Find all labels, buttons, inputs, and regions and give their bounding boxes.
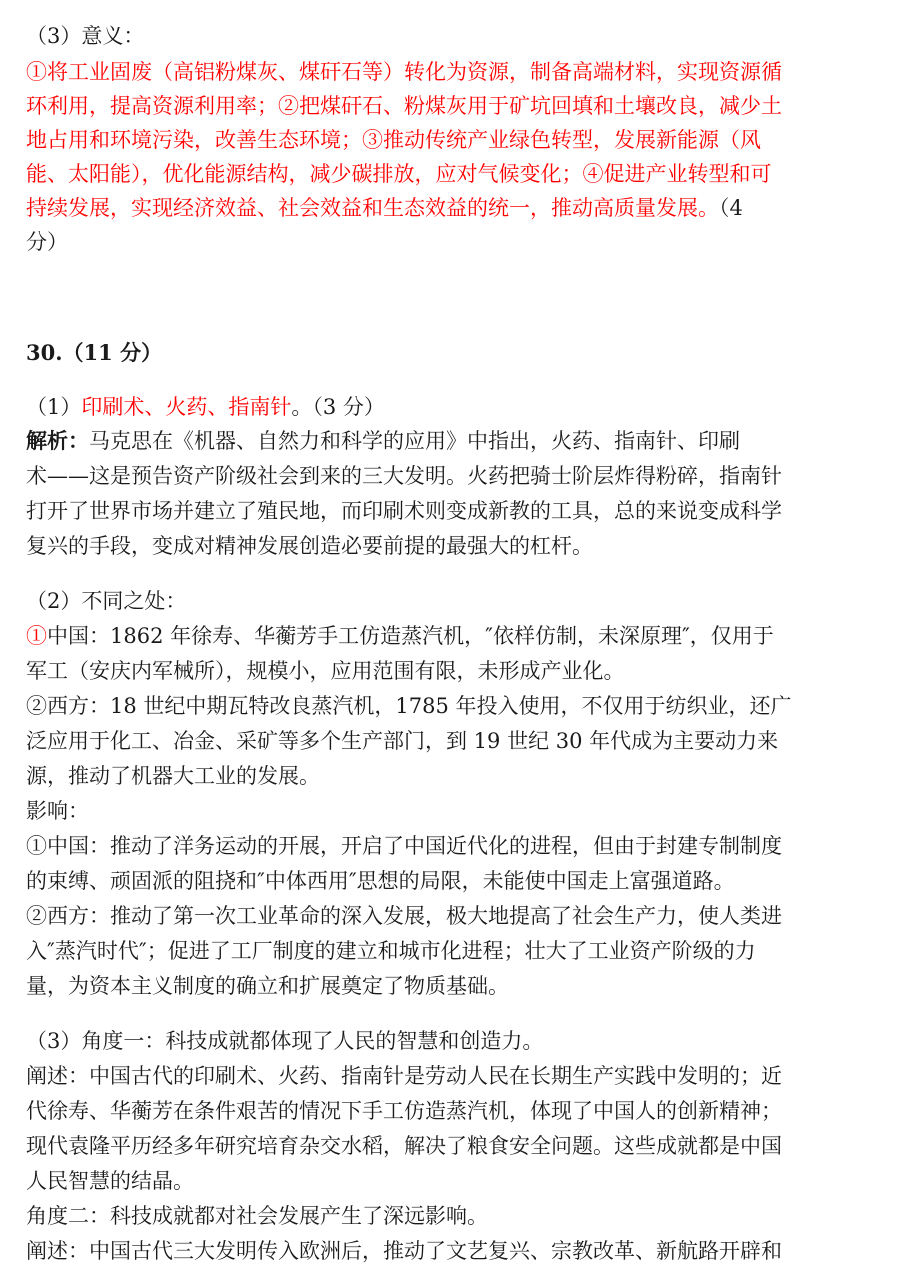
q30-part-1-prefix: （1） — [26, 395, 82, 419]
section-3-score: （4 — [719, 196, 743, 220]
q30-analysis-first-line — [26, 424, 876, 458]
q30-part-1-score: 。（3 分） — [291, 395, 385, 419]
section-3-body-line: 地占用和环境污染，改善生态环境；③推动传统产业绿色转型，发展新能源（风 — [26, 128, 761, 152]
q30-part-2-line: ②西方：18 世纪中期瓦特改良蒸汽机，1785 年投入使用，不仅用于纺织业，还广 — [26, 694, 792, 718]
section-3-body-line: 持续发展，实现经济效益、社会效益和生态效益的统一，推动高质量发展。 — [26, 196, 719, 220]
section-3-body-last — [26, 191, 876, 225]
q30-part-2-line: ①中国：推动了洋务运动的开展，开启了中国近代化的进程，但由于封建专制制度 — [26, 834, 782, 858]
question-30-heading: 30.（11 分） — [26, 340, 163, 365]
q30-part-1-answer: 印刷术、火药、指南针 — [81, 395, 292, 419]
section-3-body-line: 环利用，提高资源利用率；②把煤矸石、粉煤灰用于矿坑回填和土壤改良，减少土 — [26, 94, 782, 118]
q30-part-2-item-1 — [26, 619, 876, 653]
q30-analysis-line: 打开了世界市场并建立了殖民地，而印刷术则变成新教的工具，总的来说变成科学 — [26, 499, 782, 523]
section-3-heading: （3）意义： — [26, 24, 145, 48]
q30-part-2-item-1-marker: ① — [26, 624, 47, 648]
section-3-score-end: 分） — [26, 230, 68, 254]
q30-part-2-line: 入″蒸汽时代″；促进了工厂制度的建立和城市化进程；壮大了工业资产阶级的力 — [26, 939, 756, 963]
q30-part-3-line: 阐述：中国古代的印刷术、火药、指南针是劳动人民在长期生产实践中发明的；近 — [26, 1064, 782, 1088]
q30-part-2-line: 源，推动了机器大工业的发展。 — [26, 764, 320, 788]
q30-part-2-line: 泛应用于化工、冶金、采矿等多个生产部门，到 19 世纪 30 年代成为主要动力来 — [26, 729, 779, 753]
q30-part-2-item-1-text: 中国：1862 年徐寿、华蘅芳手工仿造蒸汽机，″依样仿制，未深原理″，仅用于 — [47, 624, 774, 648]
q30-part-3-line: 角度二：科技成就都对社会发展产生了深远影响。 — [26, 1204, 488, 1228]
q30-part-2-heading: （2）不同之处： — [26, 589, 187, 613]
q30-part-2-line: ②西方：推动了第一次工业革命的深入发展，极大地提高了社会生产力，使人类进 — [26, 904, 782, 928]
q30-part-2-line: 量，为资本主义制度的确立和扩展奠定了物质基础。 — [26, 974, 509, 998]
q30-part-3-line: 人民智慧的结晶。 — [26, 1169, 194, 1193]
q30-part-3-line: 阐述：中国古代三大发明传入欧洲后，推动了文艺复兴、宗教改革、新航路开辟和 — [26, 1239, 782, 1263]
q30-analysis-label: 解析： — [26, 428, 89, 453]
section-3-body-line: ①将工业固废（高铝粉煤灰、煤矸石等）转化为资源，制备高端材料，实现资源循 — [26, 60, 782, 84]
q30-part-1 — [26, 390, 876, 424]
q30-analysis-line: 复兴的手段，变成对精神发展创造必要前提的最强大的杠杆。 — [26, 534, 593, 558]
q30-analysis-line: 术——这是预告资产阶级社会到来的三大发明。火药把骑士阶层炸得粉碎，指南针 — [26, 464, 782, 488]
q30-part-3-line: （3）角度一：科技成就都体现了人民的智慧和创造力。 — [26, 1029, 544, 1053]
q30-part-2-line: 的束缚、顽固派的阻挠和″中体西用″思想的局限，未能使中国走上富强道路。 — [26, 869, 735, 893]
q30-part-3-line: 现代袁隆平历经多年研究培育杂交水稻，解决了粮食安全问题。这些成就都是中国 — [26, 1134, 782, 1158]
q30-part-2-line: 军工（安庆内军械所），规模小，应用范围有限，未形成产业化。 — [26, 659, 625, 683]
q30-part-3-line: 代徐寿、华蘅芳在条件艰苦的情况下手工仿造蒸汽机，体现了中国人的创新精神； — [26, 1099, 782, 1123]
q30-part-2-line: 影响： — [26, 799, 89, 823]
section-3-body-line: 能、太阳能），优化能源结构，减少碳排放，应对气候变化；④促进产业转型和可 — [26, 162, 772, 186]
q30-analysis-text: 马克思在《机器、自然力和科学的应用》中指出，火药、指南针、印刷 — [89, 429, 740, 453]
